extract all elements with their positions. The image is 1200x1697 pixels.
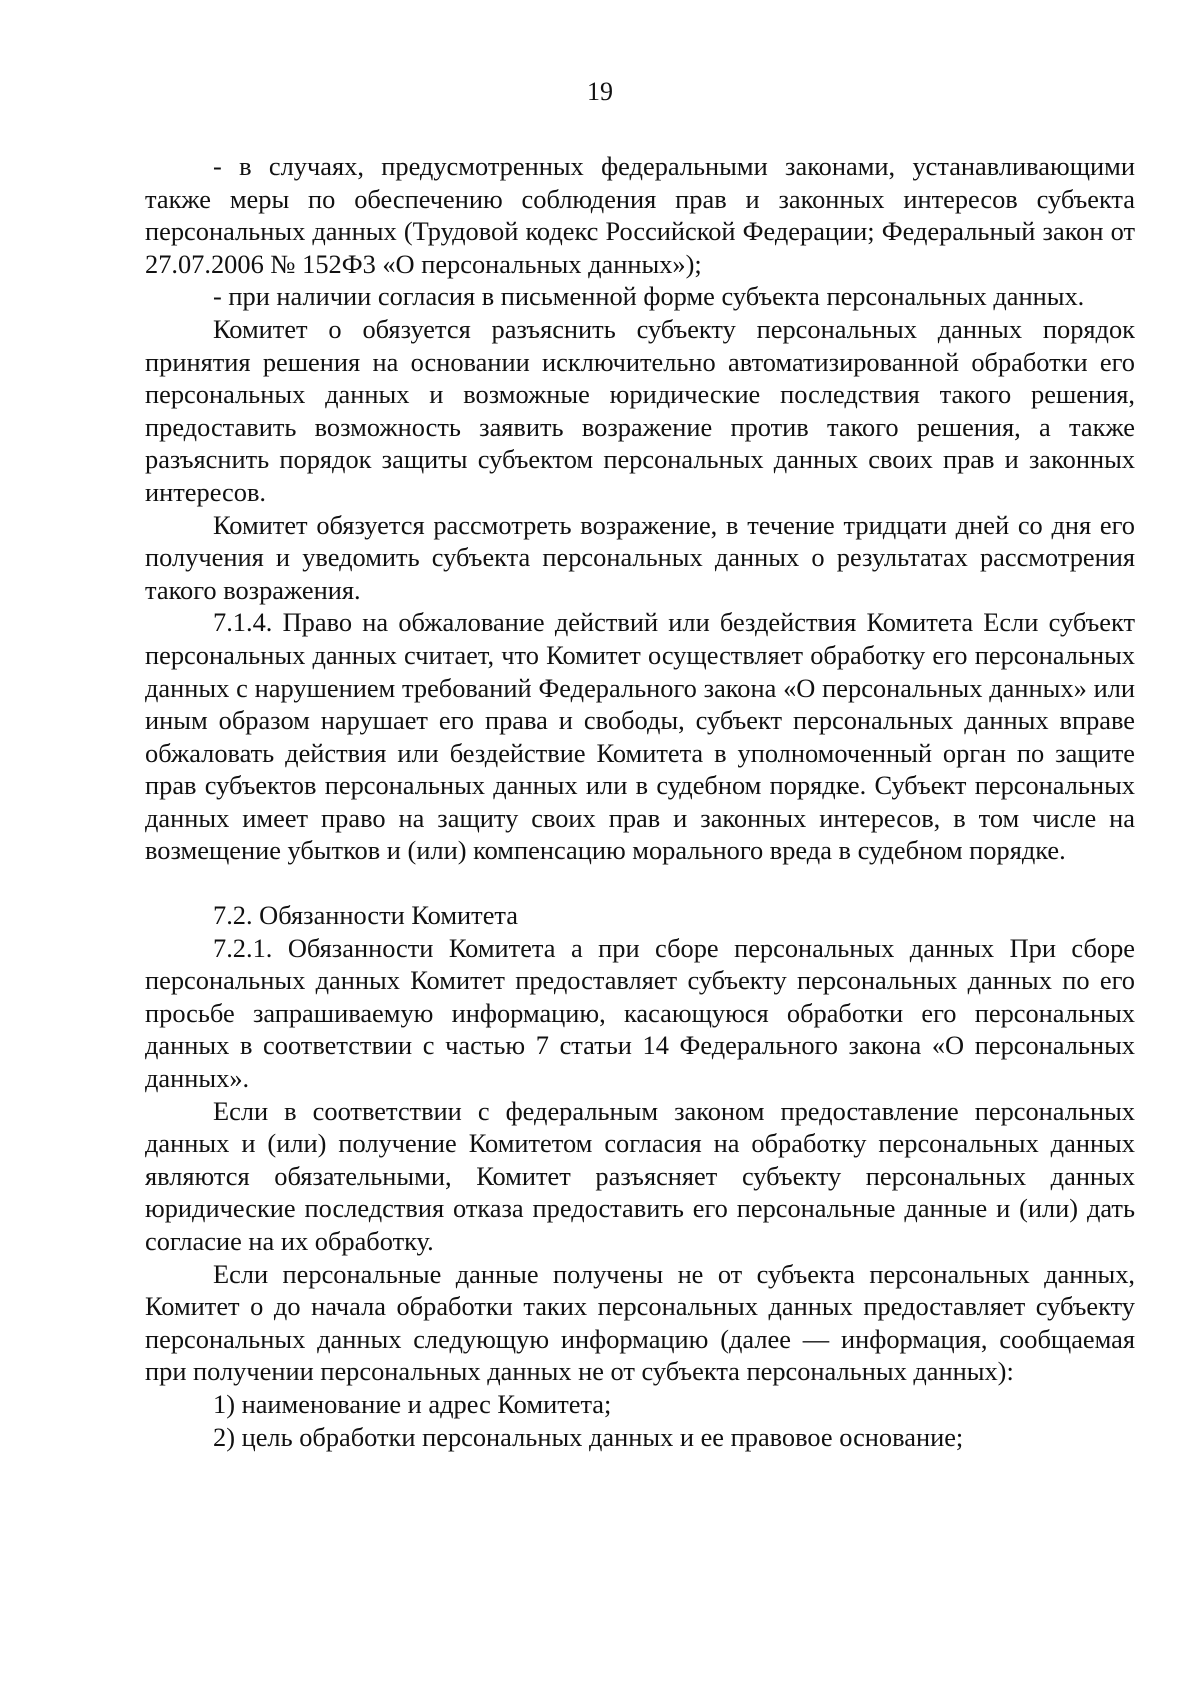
paragraph-written-consent: - при наличии согласия в письменной форме субъекта персональных данных. <box>213 281 1085 312</box>
list-item-purpose-basis: 2) цель обработки персональных данных и ее правовое основание; <box>213 1421 964 1452</box>
section-heading-committee-duties: 7.2. Обязанности Комитета <box>213 900 518 931</box>
paragraph-data-not-from-subject: Если персональные данные получены не от субъекта персональных данных, Комитет о до начала обработки таких персональных данных предоставляет субъекту персональных данных следующую информацию (далее — информация, сообщаемая при получении персональных данных не от субъекта персональных данных): <box>145 1258 1135 1387</box>
paragraph-right-to-appeal: 7.1.4. Право на обжалование действий или бездействия Комитета Если субъект персональных данных считает, что Комитет осуществляет обработку его персональных данных с нарушением требований Федерального закона «О персональных данных» или иным образом нарушает его права и свободы, субъект персональных данных вправе обжаловать действия или бездействие Комитета в уполномоченный орган по защите прав субъектов персональных данных или в судебном порядке. Субъект персональных данных имеет право на защиту своих прав и законных интересов, в том числе на возмещение убытков и (или) компенсацию морального вреда в судебном порядке. <box>145 607 1135 866</box>
paragraph-federal-laws: - в случаях, предусмотренных федеральными законами, устанавливающими также меры по обеспечению соблюдения прав и законных интересов субъекта персональных данных (Трудовой кодекс Российской Федерации; Федеральный закон от 27.07.2006 № 152Ф3 «О персональных данных»); <box>145 151 1135 279</box>
paragraph-duties-on-collection: 7.2.1. Обязанности Комитета а при сборе персональных данных При сборе персональных данных Комитет предоставляет субъекту персональных данных по его просьбе запрашиваемую информацию, касающуюся обработки его персональных данных в соответствии с частью 7 статьи 14 Федерального закона «О персональных данных». <box>145 932 1135 1094</box>
document-body <box>145 150 1135 1453</box>
page-number: 19 <box>587 77 613 106</box>
paragraph-objection-review: Комитет обязуется рассмотреть возражение, в течение тридцати дней со дня его получения и уведомить субъекта персональных данных о результатах рассмотрения такого возражения. <box>145 509 1135 605</box>
paragraph-decision-explanation: Комитет о обязуется разъяснить субъекту персональных данных порядок принятия решения на основании исключительно автоматизированной обработки его персональных данных и возможные юридические последствия такого решения, предоставить возможность заявить возражение против такого решения, а также разъяснить порядок защиты субъектом персональных данных своих прав и законных интересов. <box>145 313 1135 507</box>
section-spacer <box>145 867 1135 899</box>
paragraph-mandatory-provision: Если в соответствии с федеральным законом предоставление персональных данных и (или) получение Комитетом согласия на обработку персональных данных являются обязательными, Комитет разъясняет субъекту персональных данных юридические последствия отказа предоставить его персональные данные и (или) дать согласие на их обработку. <box>145 1095 1135 1256</box>
list-item-name-address: 1) наименование и адрес Комитета; <box>213 1388 612 1419</box>
